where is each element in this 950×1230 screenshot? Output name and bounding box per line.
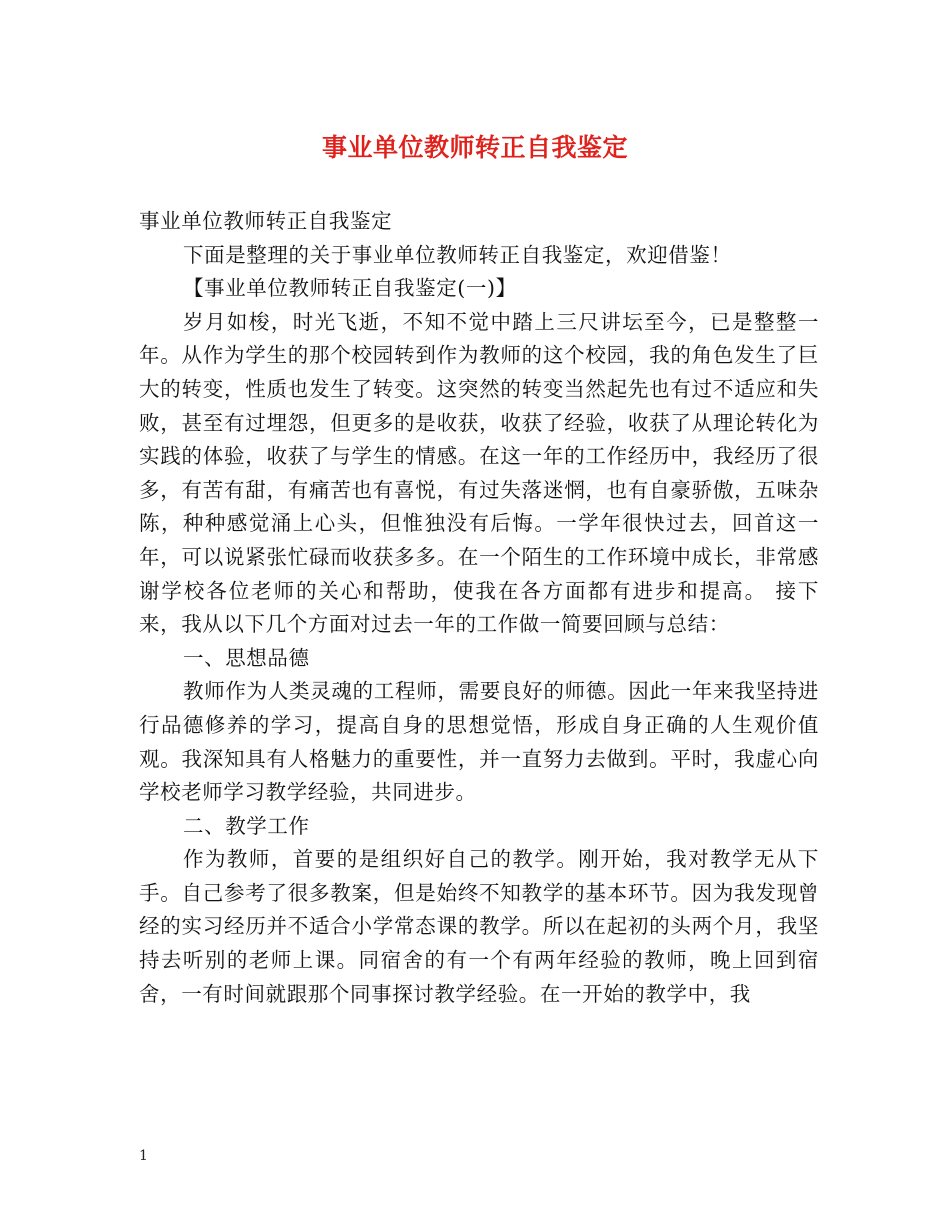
body-paragraph: 教师作为人类灵魂的工程师，需要良好的师德。因此一年来我坚持进行品德修养的学习，提高自身的思想觉悟，形成自身正确的人生观价值观。我深知具有人格魅力的重要性，并一直努力去做到。平时，我虚心向学校老师学习教学经验，共同进步。: [139, 679, 819, 805]
body-paragraph: 岁月如梭，时光飞逝，不知不觉中踏上三尺讲坛至今，已是整整一年。从作为学生的那个校园转到作为教师的这个校园，我的角色发生了巨大的转变，性质也发生了转变。这突然的转变当然起先也有过不适应和失败，甚至有过埋怨，但更多的是收获，收获了经验，收获了从理论转化为实践的体验，收获了与学生的情感。在这一年的工作经历中，我经历了很多，有苦有甜，有痛苦也有喜悦，有过失落迷惘，也有自豪骄傲，五味杂陈，种种感觉涌上心头，但惟独没有后悔。一学年很快过去，回首这一年，可以说紧张忙碌而收获多多。在一个陌生的工作环境中成长，非常感谢学校各位老师的关心和帮助，使我在各方面都有进步和提高。 接下来，我从以下几个方面对过去一年的工作做一简要回顾与总结：: [139, 309, 819, 637]
subheading-moral: 一、思想品德: [183, 645, 310, 670]
page-number: 1: [139, 1148, 148, 1164]
subtitle-line: 事业单位教师转正自我鉴定: [139, 209, 393, 233]
body-paragraph: 作为教师，首要的是组织好自己的教学。刚开始，我对教学无从下手。自己参考了很多教案，但是始终不知教学的基本环节。因为我发现曾经的实习经历并不适合小学常态课的教学。所以在起初的头两个月，我坚持去听别的老师上课。同宿舍的有一个有两年经验的教师，晚上回到宿舍，一有时间就跟那个同事探讨教学经验。在一开始的教学中，我: [139, 847, 819, 1006]
intro-paragraph: 下面是整理的关于事业单位教师转正自我鉴定，欢迎借鉴！: [183, 242, 732, 267]
section-heading-one: 【事业单位教师转正自我鉴定(一)】: [183, 276, 517, 301]
document-title: 事业单位教师转正自我鉴定: [321, 133, 628, 162]
document-body: [139, 205, 819, 1011]
subheading-teaching: 二、教学工作: [183, 813, 310, 838]
